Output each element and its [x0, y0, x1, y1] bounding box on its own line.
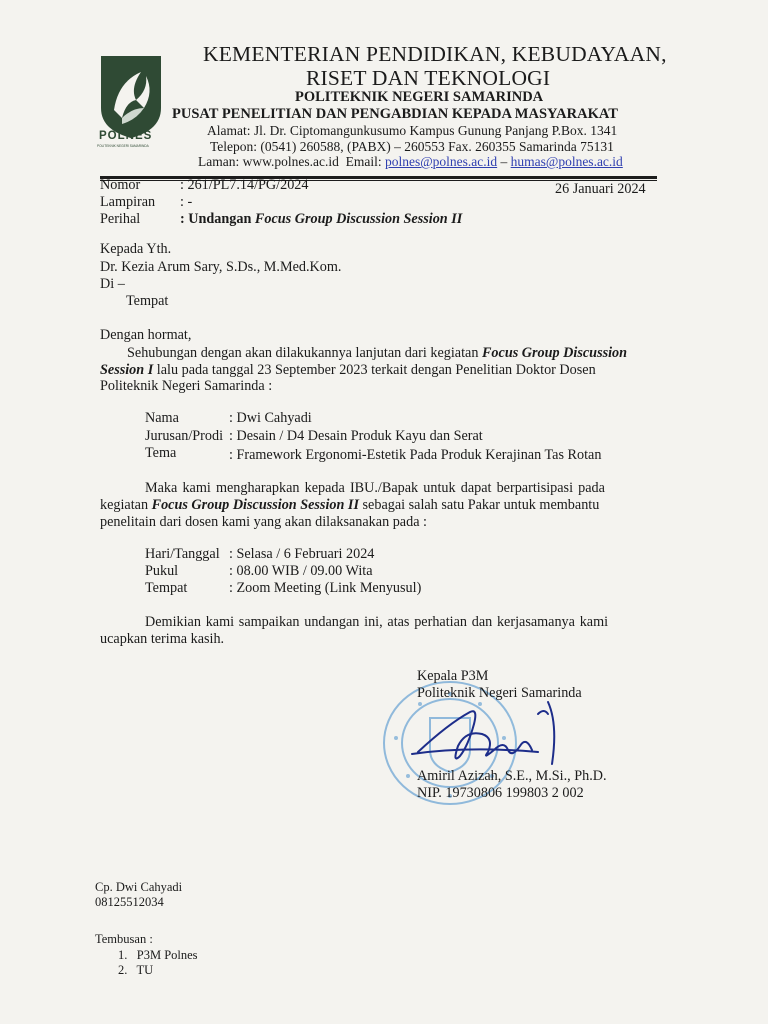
p1-italic1: Focus Group Discussion	[481, 345, 628, 361]
perihal-italic: Focus Group Discussion Session II	[254, 211, 463, 227]
tembusan-item-2: 2. TU	[118, 963, 154, 977]
paragraph2-line1: Maka kami mengharapkan kepada IBU./Bapak untuk dapat berpartisipasi pada	[145, 480, 605, 496]
unit-name: PUSAT PENELITIAN DAN PENGABDIAN KEPADA MASYARAKAT	[172, 106, 618, 122]
logo-wordmark: POLNES	[99, 130, 153, 142]
perihal-label: Perihal	[100, 211, 141, 227]
paragraph3-line2: ucapkan terima kasih.	[100, 631, 225, 647]
nomor-label: Nomor	[100, 177, 141, 193]
email-link-polnes[interactable]: polnes@polnes.ac.id	[384, 154, 498, 169]
handwritten-signature	[408, 694, 578, 774]
p1-italic2: Session I	[100, 362, 154, 378]
p1-text-b: lalu pada tanggal 23 September 2023 terkait dengan Penelitian Doktor Dosen	[153, 362, 596, 378]
signatory-title1: Kepala P3M	[417, 668, 489, 684]
info-value-jurusan: : Desain / D4 Desain Produk Kayu dan Serat	[229, 428, 483, 444]
paragraph1-line1	[127, 345, 627, 362]
info-value-tema: : Framework Ergonomi-Estetik Pada Produk Kerajinan Tas Rotan	[229, 447, 602, 463]
schedule-label-time: Pukul	[145, 563, 179, 579]
signatory-nip: NIP. 19730806 199803 2 002	[417, 785, 584, 801]
schedule-value-time: : 08.00 WIB / 09.00 Wita	[229, 563, 373, 579]
info-label-jurusan: Jurusan/Prodi	[145, 428, 224, 444]
perihal-prefix: : Undangan	[180, 211, 255, 227]
email-link-humas[interactable]: humas@polnes.ac.id	[510, 154, 623, 169]
paragraph2-line2	[100, 497, 599, 514]
salutation: Dengan hormat,	[100, 327, 192, 343]
paragraph1-line2	[100, 362, 596, 379]
paragraph1-line3: Politeknik Negeri Samarinda :	[100, 378, 273, 394]
info-value-nama: : Dwi Cahyadi	[229, 410, 312, 426]
p2-text-a: kegiatan	[100, 497, 152, 513]
contact-person-name: Cp. Dwi Cahyadi	[95, 880, 183, 894]
paragraph2-line3: penelitain dari dosen kami yang akan dilaksanakan pada :	[100, 514, 427, 530]
perihal-value	[180, 211, 462, 228]
info-label-nama: Nama	[145, 410, 179, 426]
p2-italic: Focus Group Discussion Session II	[151, 497, 359, 513]
tembusan-label: Tembusan :	[95, 932, 153, 946]
contact-person-phone: 08125512034	[95, 895, 164, 909]
recipient-line1: Kepada Yth.	[100, 241, 172, 257]
contact-line	[198, 154, 623, 170]
email-label: Email:	[345, 154, 382, 169]
tembusan-item-1: 1. P3M Polnes	[118, 948, 198, 962]
address-line: Alamat: Jl. Dr. Ciptomangunkusumo Kampus Gunung Panjang P.Box. 1341	[207, 123, 618, 138]
schedule-value-date: : Selasa / 6 Februari 2024	[229, 546, 375, 562]
info-label-tema: Tema	[145, 445, 177, 461]
schedule-label-place: Tempat	[145, 580, 188, 596]
recipient-name: Dr. Kezia Arum Sary, S.Ds., M.Med.Kom.	[100, 259, 342, 275]
signatory-name: Amiril Azizah, S.E., M.Si., Ph.D.	[417, 768, 607, 784]
nomor-value: : 261/PL7.14/PG/2024	[180, 177, 309, 193]
recipient-place: Tempat	[126, 293, 169, 309]
recipient-line3: Di –	[100, 276, 125, 292]
p1-text-a: Sehubungan dengan akan dilakukannya lanjutan dari kegiatan	[127, 345, 482, 361]
lampiran-value: : -	[180, 194, 193, 210]
paragraph3-line1: Demikian kami sampaikan undangan ini, atas perhatian dan kerjasamanya kami	[145, 614, 609, 630]
ministry-line1: KEMENTERIAN PENDIDIKAN, KEBUDAYAAN,	[203, 42, 667, 66]
schedule-label-date: Hari/Tanggal	[145, 546, 220, 562]
lampiran-label: Lampiran	[100, 194, 156, 210]
schedule-value-place: : Zoom Meeting (Link Menyusul)	[229, 580, 422, 596]
letter-date: 26 Januari 2024	[555, 181, 646, 197]
institution-name: POLITEKNIK NEGERI SAMARINDA	[295, 89, 544, 105]
web-label: Laman: www.polnes.ac.id	[198, 154, 339, 169]
email-separator: –	[500, 154, 508, 169]
ministry-line2: RISET DAN TEKNOLOGI	[306, 66, 551, 90]
p2-text-b: sebagai salah satu Pakar untuk membantu	[358, 497, 600, 513]
logo-subtext: POLITEKNIK NEGERI SAMARINDA	[97, 144, 149, 148]
phone-line: Telepon: (0541) 260588, (PABX) – 260553 Fax. 260355 Samarinda 75131	[210, 139, 614, 154]
signatory-title2: Politeknik Negeri Samarinda	[417, 685, 582, 701]
